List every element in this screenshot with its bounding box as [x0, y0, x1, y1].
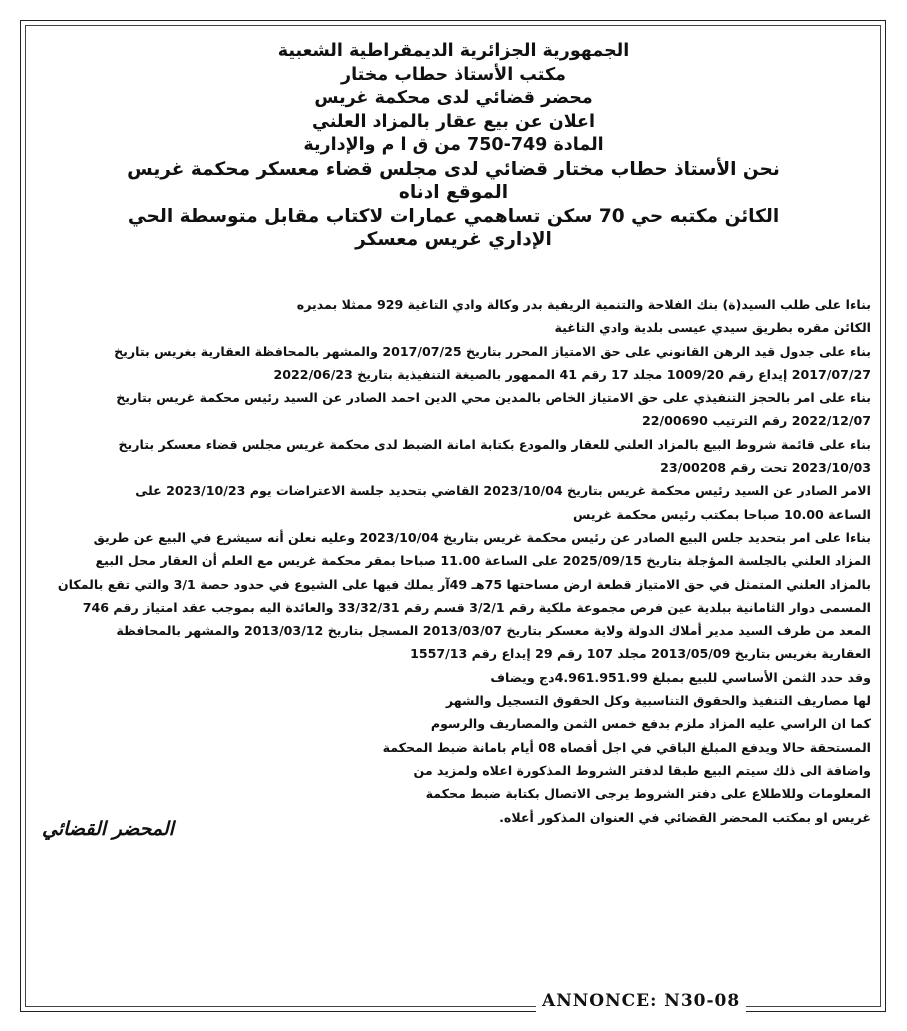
body-line: 2022/12/07 رقم الترتيب 22/00690 — [641, 413, 871, 429]
body-line: بناء على قائمة شروط البيع بالمزاد العلني للعقار والمودع بكتابة امانة الضبط لدى محكمة غريس مجلس قضاء معسكر بتاريخ — [118, 436, 871, 452]
header-bailiff: محضر قضائي لدى محكمة غريس — [314, 88, 593, 108]
bailiff-signature: المحضر القضائي — [42, 818, 174, 840]
header-signed-below: الموقع ادناه — [398, 182, 509, 203]
body-line: المعلومات وللاطلاع على دفتر الشروط يرجى الاتصال بكتابة ضبط محكمة — [425, 786, 871, 802]
body-line: بناء على امر بالحجز التنفيذي على حق الامتياز الخاص بالمدين محي الدين احمد الصادر عن السيد رئيس محكمة غريس بتاريخ — [116, 390, 871, 406]
body-line: المعد من طرف السيد مدير أملاك الدولة ولاية معسكر بتاريخ 2013/03/07 المسجل بتاريخ 2013/03/12 والمشهر بالمحافظة — [116, 623, 871, 639]
body-line: الامر الصادر عن السيد رئيس محكمة غريس بتاريخ 2023/10/04 القاضي بتحديد جلسة الاعتراضات يوم 2023/10/23 على — [135, 483, 871, 499]
body-line: العقارية بغريس بتاريخ 2013/05/09 مجلد 107 رقم 29 إيداع رقم 1557/13 — [410, 646, 871, 662]
document-header — [40, 40, 867, 252]
header-articles: المادة 749-750 من ق ا م والإدارية — [303, 135, 604, 155]
body-line: 2023/10/03 تحت رقم 23/00208 — [660, 460, 871, 476]
body-line: المستحقة حالا ويدفع المبلغ الباقي في اجل أقصاه 08 أيام بامانة ضبط المحكمة — [382, 739, 871, 755]
body-line: الساعة 10.00 صباحا بمكتب رئيس محكمة غريس — [573, 506, 871, 522]
header-announcement-title: اعلان عن بيع عقار بالمزاد العلني — [312, 111, 595, 132]
body-line: بالمزاد العلني المتمثل في حق الامتياز قطعة ارض مساحتها 75هـ 49آر يملك فيها على الشيوع في حدود حصة 3/1 والتي تقع بالمكان — [57, 576, 871, 592]
announcement-number: ANNONCE: N30-08 — [536, 990, 746, 1012]
header-republic: الجمهورية الجزائرية الديمقراطية الشعبية — [277, 41, 630, 61]
body-line: واضافة الى ذلك سيتم البيع طبقا لدفتر الشروط المذكورة اعلاه ولمزيد من — [413, 762, 871, 778]
body-line: وقد حدد الثمن الأساسي للبيع بمبلغ 4.961.951.99دج ويضاف — [490, 669, 871, 685]
body-line: كما ان الراسي عليه المزاد ملزم بدفع خمس الثمن والمصاريف والرسوم — [430, 716, 871, 732]
body-line: 2017/07/27 إيداع رقم 1009/20 مجلد 17 رقم 41 الممهور بالصيغة التنفيذية بتاريخ 2022/06/23 — [273, 366, 871, 382]
body-line: المزاد العلني بالجلسة المؤجلة بتاريخ 2025/09/15 على الساعة 11.00 صباحا بمقر محكمة غريس مع العلم أن العقار محل البيع — [95, 553, 871, 569]
body-line: المسمى دوار الثامانية ببلدية عين فرص مجموعة ملكية رقم 3/2/1 قسم رقم 33/32/31 والعائدة اليه بموجب عقد امتياز رقم 746 — [82, 599, 871, 615]
body-line: غريس او بمكتب المحضر القضائي في العنوان المذكور أعلاه. — [499, 809, 871, 825]
body-line: بناءا على امر بتحديد جلس البيع الصادر عن رئيس محكمة غريس بتاريخ 2023/10/04 وعليه نعلن أنه سيشرع في البيع عن طريق — [93, 529, 871, 545]
announcement-body — [36, 293, 871, 829]
body-line: الكائن مقره بطريق سيدي عيسى بلدية وادي التاغية — [554, 320, 871, 336]
header-office-address-cont: الإداري غريس معسكر — [355, 229, 552, 250]
body-line: بناء على جدول قيد الرهن القانوني على حق الامتياز المحرر بتاريخ 2017/07/25 والمشهر بالمحافظة العقارية بغريس بتاريخ — [114, 343, 871, 359]
header-office-address: الكائن مكتبه حي 70 سكن تساهمي عمارات لاكتاب مقابل متوسطة الحي — [127, 205, 780, 227]
header-office: مكتب الأستاذ حطاب مختار — [341, 64, 566, 85]
body-line: لها مصاريف التنفيذ والحقوق التناسبية وكل الحقوق التسجيل والشهر — [445, 693, 871, 709]
header-intro-line: نحن الأستاذ حطاب مختار قضائي لدى مجلس قضاء معسكر محكمة غريس — [127, 158, 780, 180]
body-line: بناءا على طلب السيد(ة) بنك الفلاحة والتنمية الريفية بدر وكالة وادي التاغية 929 ممثلا بمديره — [296, 297, 871, 312]
